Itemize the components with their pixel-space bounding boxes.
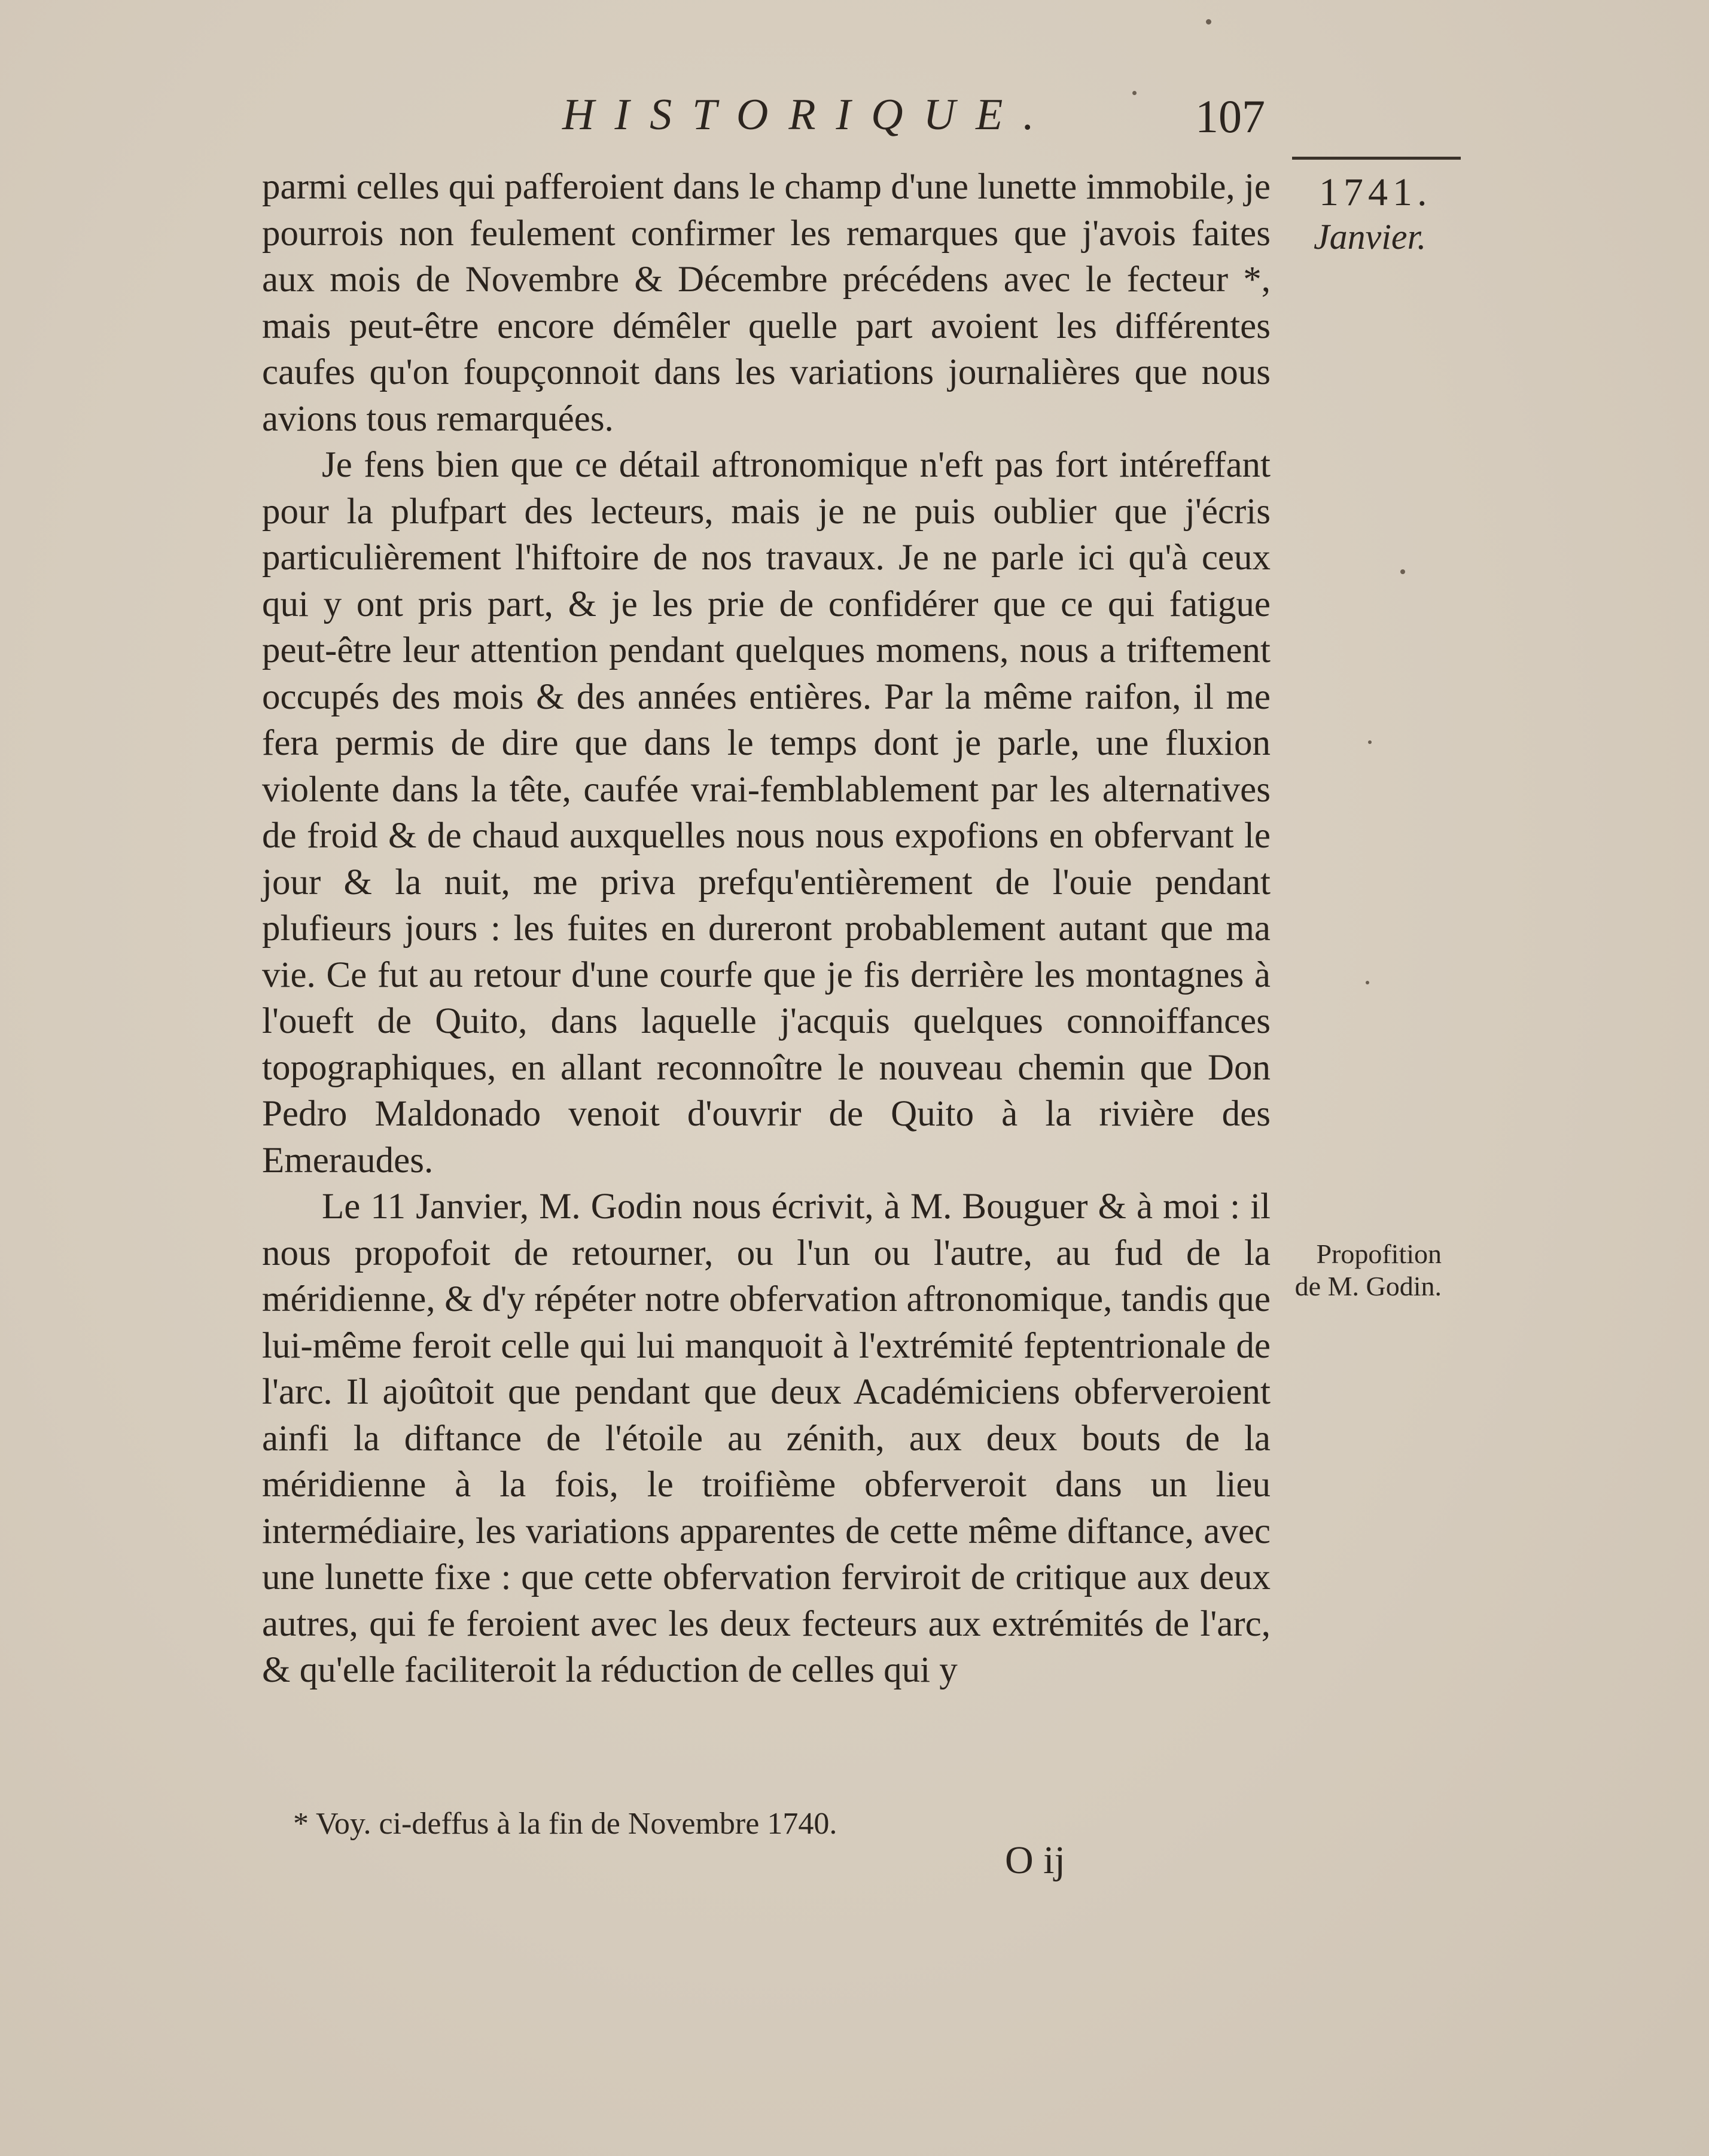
margin-note-line-2: de M. Godin. [1294, 1271, 1442, 1301]
paper-speck [1206, 19, 1211, 25]
margin-note [1268, 1238, 1442, 1303]
margin-month: Janvier. [1314, 217, 1427, 257]
paragraph-2: Je fens bien que ce détail aftronomique n'eft pas fort intéreffant pour la plufpart des lecteurs, mais je ne puis oublier que j'écris particulièrement l'hiftoire de nos travaux. Je ne parle ici qu'à ceux qui y ont pris part, & je les prie de confidérer que ce qui fatigue peut-être leur attention pendant quelques momens, nous a triftement occupés des mois & des années entières. Par la même raifon, il me fera permis de dire que dans le temps dont je parle, une fluxion violente dans la tête, caufée vrai-femblablement par les alternatives de froid & de chaud auxquelles nous nous expofions en obfervant le jour & la nuit, me priva prefqu'entièrement de l'ouie pendant plufieurs jours : les fuites en dureront probablement autant que ma vie. Ce fut au retour d'une courfe que je fis derrière les montagnes à l'oueft de Quito, dans laquelle j'acquis quelques connoiffances topographiques, en allant reconnoître le nouveau chemin que Don Pedro Maldonado venoit d'ouvrir de Quito à la rivière des Emeraudes. [262, 445, 1271, 1181]
paragraph-1: parmi celles qui pafferoient dans le champ d'une lunette immobile, je pourrois non feulement confirmer les remarques que j'avois faites aux mois de Novembre & Décembre précédens avec le fecteur *, mais peut-être encore démêler quelle part avoient les différentes caufes qu'on foupçonnoit dans les variations journalières que nous avions tous remarquées. [262, 167, 1271, 439]
page-number: 107 [1195, 90, 1265, 142]
body-text [262, 164, 1271, 1694]
paper-speck [1132, 91, 1137, 95]
margin-year: 1741. [1319, 170, 1432, 214]
signature-mark: O ij [1005, 1838, 1065, 1882]
paper-speck [1366, 981, 1369, 984]
paper-speck [1400, 569, 1405, 574]
paragraph-3: Le 11 Janvier, M. Godin nous écrivit, à M. Bouguer & à moi : il nous propofoit de retourner, ou l'un ou l'autre, au fud de la méridienne, & d'y répéter notre obfervation aftronomique, tandis que lui-même feroit celle qui lui manquoit à l'extrémité feptentrionale de l'arc. Il ajoûtoit que pendant que deux Académiciens obferveroient ainfi la diftance de l'étoile au zénith, aux deux bouts de la méridienne à la fois, le troifième obferveroit dans un lieu intermédiaire, les variations apparentes de cette même diftance, avec une lunette fixe : que cette obfervation ferviroit de critique aux deux autres, qui fe feroient avec les deux fecteurs aux extrémités de l'arc, & qu'elle faciliteroit la réduction de celles qui y [262, 1187, 1271, 1690]
paper-speck [1368, 740, 1372, 744]
margin-note-line-1: Propofition [1316, 1239, 1442, 1269]
footnote: * Voy. ci-deffus à la fin de Novembre 1740. [293, 1807, 837, 1841]
margin-rule [1292, 157, 1461, 160]
running-head-title: HISTORIQUE. [562, 90, 1055, 139]
